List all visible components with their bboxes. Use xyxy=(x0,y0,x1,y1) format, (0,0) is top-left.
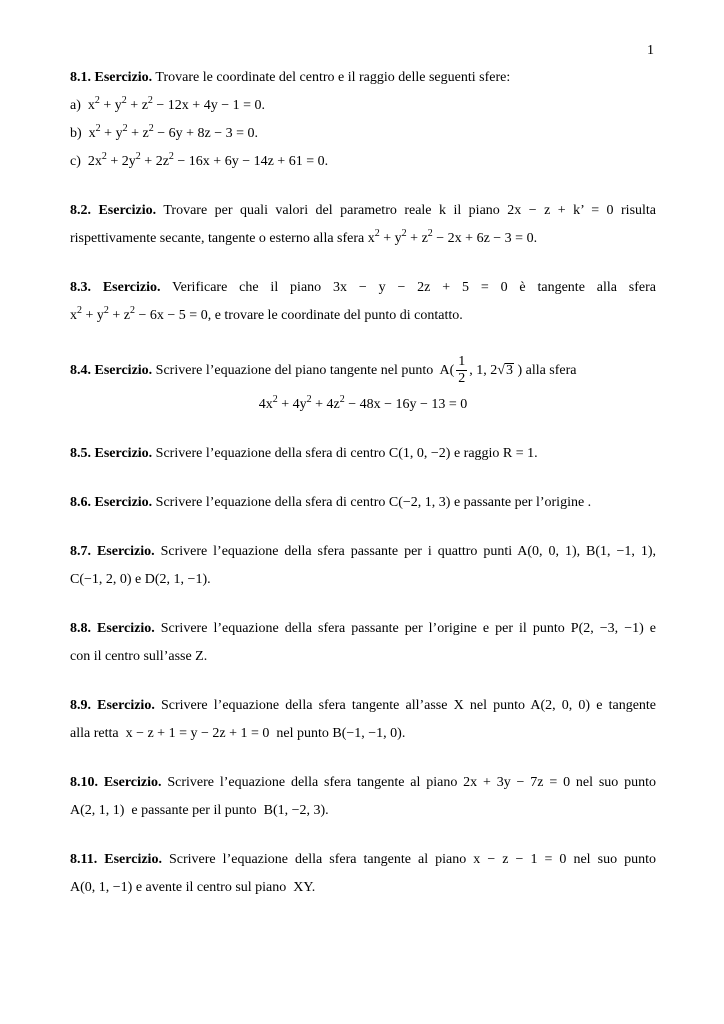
exercise-heading: 8.10. Esercizio. xyxy=(70,775,162,790)
exercise-8-6 xyxy=(70,489,656,517)
exercise-text: rispettivamente secante, tangente o esterno alla sfera $x^2 + y^2 + z^2 - 2x + 6z - 3 = 0$. xyxy=(70,228,538,246)
point-a: A( $\frac{1}{2}$ , 1, 2√3 ) alla sfera xyxy=(439,363,576,378)
fraction: $\frac{1}{2}$ xyxy=(458,354,466,387)
exercise-heading: 8.2. Esercizio. xyxy=(70,203,157,218)
exercise-heading: 8.5. Esercizio. xyxy=(70,446,153,461)
exercise-text: A(2, 1, 1) e passante per il punto B(1, −2, 3). xyxy=(70,803,329,818)
equation-b: b) $x^2 + y^2 + z^2 - 6y + 8z - 3 = 0$. xyxy=(70,123,258,141)
exercise-text: Scrivere l’equazione del piano tangente nel punto xyxy=(155,363,434,378)
exercise-heading: 8.7. Esercizio. xyxy=(70,544,155,559)
exercise-text: Trovare per quali valori del parametro reale k il piano 2x − z + k’ = 0 risulta xyxy=(163,203,657,218)
exercise-heading: 8.9. Esercizio. xyxy=(70,698,155,713)
exercise-8-5 xyxy=(70,440,656,468)
exercise-text: Trovare le coordinate del centro e il raggio delle seguenti sfere: xyxy=(155,70,511,85)
exercise-text: con il centro sull’asse Z. xyxy=(70,649,208,664)
exercise-heading: 8.4. Esercizio. xyxy=(70,363,153,378)
exercise-heading: 8.6. Esercizio. xyxy=(70,495,153,510)
exercise-text: $x^2 + y^2 + z^2 - 6x - 5 = 0$, e trovare le coordinate del punto di contatto. xyxy=(70,305,463,323)
exercise-8-1 xyxy=(70,64,656,176)
exercise-8-2 xyxy=(70,197,656,253)
exercise-text: A(0, 1, −1) e avente il centro sul piano XY. xyxy=(70,880,316,895)
page-number: 1 xyxy=(647,43,654,58)
exercise-8-9 xyxy=(70,692,656,748)
exercise-text: Scrivere l’equazione della sfera di centro C(1, 0, −2) e raggio R = 1. xyxy=(155,446,538,461)
exercise-8-7 xyxy=(70,538,656,594)
equation-a: a) $x^2 + y^2 + z^2 - 12x + 4y - 1 = 0$. xyxy=(70,95,265,113)
exercise-heading: 8.1. Esercizio. xyxy=(70,70,153,85)
exercise-8-11 xyxy=(70,846,656,902)
sphere-equation: $4x^2 + 4y^2 + 4z^2 - 48x - 16y - 13 = 0$ xyxy=(258,394,468,412)
exercise-text: Scrivere l’equazione della sfera passante per i quattro punti A(0, 0, 1), B(1, −1, 1), xyxy=(160,544,657,559)
exercise-text: Scrivere l’equazione della sfera tangente all’asse X nel punto A(2, 0, 0) e tangente xyxy=(160,698,657,713)
square-root: √3 xyxy=(497,363,513,378)
exercise-text: Scrivere l’equazione della sfera di centro C(−2, 1, 3) e passante per l’origine . xyxy=(155,495,592,510)
exercise-8-3 xyxy=(70,274,656,330)
exercise-text: alla retta x − z + 1 = y − 2z + 1 = 0 nel punto B(−1, −1, 0). xyxy=(70,726,406,741)
exercise-8-10 xyxy=(70,769,656,825)
exercise-heading: 8.8. Esercizio. xyxy=(70,621,155,636)
equation-c: c) $2x^2 + 2y^2 + 2z^2 - 16x + 6y - 14z + 61 = 0$. xyxy=(70,151,329,169)
exercise-text: Scrivere l’equazione della sfera tangente al piano x − z − 1 = 0 nel suo punto xyxy=(169,852,656,867)
exercise-text: Scrivere l’equazione della sfera passante per l’origine e per il punto P(2, −3, −1) e xyxy=(160,621,657,636)
exercise-heading: 8.11. Esercizio. xyxy=(70,852,162,867)
exercise-list xyxy=(70,64,656,902)
exercise-heading: 8.3. Esercizio. xyxy=(70,280,161,295)
exercise-text: Scrivere l’equazione della sfera tangente al piano 2x + 3y − 7z = 0 nel suo punto xyxy=(167,775,657,790)
exercise-8-4 xyxy=(70,351,656,419)
exercise-text: Verificare che il piano 3x − y − 2z + 5 = 0 è tangente alla sfera xyxy=(172,280,657,295)
exercise-8-8 xyxy=(70,615,656,671)
exercise-text: C(−1, 2, 0) e D(2, 1, −1). xyxy=(70,572,211,587)
